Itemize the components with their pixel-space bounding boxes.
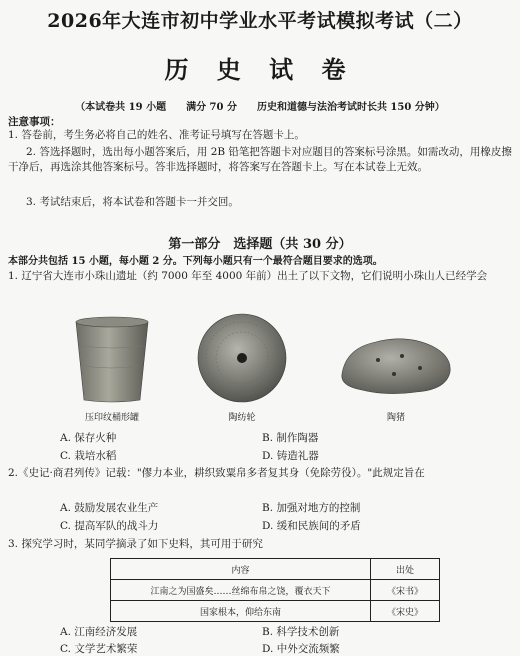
option-d: D. 铸造礼器 xyxy=(262,450,319,462)
source-table xyxy=(110,558,440,622)
option-d: D. 中外交流频繁 xyxy=(262,643,340,655)
artifact-caption: 压印纹桶形罐 xyxy=(84,413,139,423)
pottery-pig-image xyxy=(336,330,456,400)
note-item: 1. 答卷前，考生务必将自己的姓名、准考证号填写在答题卡上。 xyxy=(8,129,305,141)
option-c: C. 提高军队的战斗力 xyxy=(60,520,159,532)
option-b: B. 科学技术创新 xyxy=(262,626,340,638)
option-b: B. 制作陶器 xyxy=(262,432,319,444)
exam-title: 2026年大连市初中学业水平考试模拟考试（二） xyxy=(47,10,473,32)
table-header-cell: 出处 xyxy=(371,559,440,580)
table-cell: 国家根本，仰给东南 xyxy=(111,601,371,622)
table-header-row xyxy=(111,559,440,580)
cylindrical-jar-image xyxy=(72,316,152,404)
table-cell: 《宋史》 xyxy=(371,601,440,622)
table-row xyxy=(111,601,440,622)
part-heading: 第一部分 选择题（共 30 分） xyxy=(168,237,352,252)
option-c: C. 栽培水稻 xyxy=(60,450,117,462)
table-cell: 《宋书》 xyxy=(371,580,440,601)
table-header-cell: 内容 xyxy=(111,559,371,580)
note-item: 3. 考试结束后，将本试卷和答题卡一并交回。 xyxy=(26,196,239,208)
table-row xyxy=(111,580,440,601)
question-stem: 1. 辽宁省大连市小珠山遗址（约 7000 年至 4000 年前）出土了以下文物，它们说明小珠山人已经学会 xyxy=(8,270,488,282)
option-b: B. 加强对地方的控制 xyxy=(262,502,361,514)
part-description: 本部分共包括 15 小题，每小题 2 分。下列每小题只有一个最符合题目要求的选项。 xyxy=(8,256,383,267)
notes-heading: 注意事项： xyxy=(8,116,61,128)
spindle-whorl-image xyxy=(196,312,288,404)
artifact-caption: 陶纺轮 xyxy=(228,413,256,423)
option-c: C. 文学艺术繁荣 xyxy=(60,643,138,655)
option-a: A. 鼓励发展农业生产 xyxy=(60,502,159,514)
artifact-caption: 陶猪 xyxy=(386,413,405,423)
subject-title: 历 史 试 卷 xyxy=(164,55,356,84)
option-a: A. 保存火种 xyxy=(60,432,117,444)
question-stem: 2.《史记·商君列传》记载："僇力本业，耕织致粟帛多者复其身（免除劳役）。"此规定旨在 xyxy=(8,467,425,479)
question-stem: 3. 探究学习时，某同学摘录了如下史料，其可用于研究 xyxy=(8,538,263,550)
option-a: A. 江南经济发展 xyxy=(60,626,138,638)
note-item: 2. 答选择题时，选出每小题答案后，用 2B 铅笔把答题卡对应题目的答案标号涂黑。如需改动，用橡皮擦干净后，再选涂其他答案标号。答非选择题时，将答案写在答题卡上。写在本试卷上无效。 xyxy=(8,146,512,173)
exam-info: （本试卷共 19 小题 满分 70 分 历史和道德与法治考试时长共 150 分钟） xyxy=(75,102,445,113)
table-cell: 江南之为国盛矣……丝绵布帛之饶，覆衣天下 xyxy=(111,580,371,601)
option-d: D. 缓和民族间的矛盾 xyxy=(262,520,361,532)
